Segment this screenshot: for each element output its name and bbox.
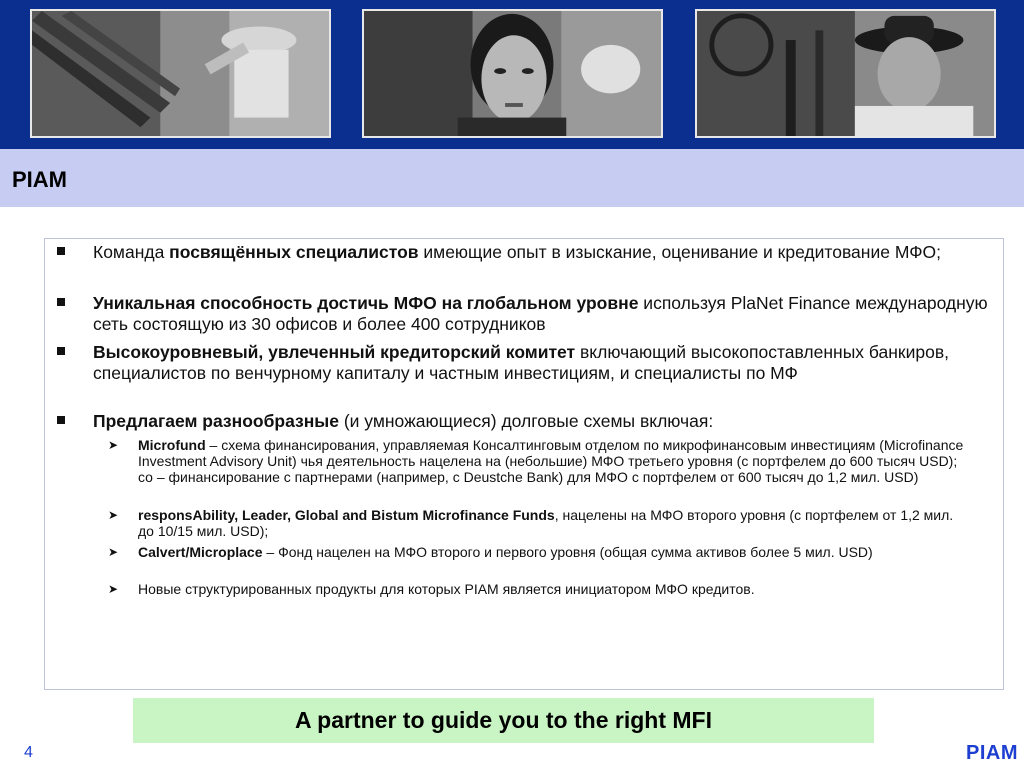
sub-bullet-item bbox=[138, 544, 968, 560]
slide-title: PIAM bbox=[12, 167, 67, 192]
bullet-text: (и умножающиеся) долговые схемы включая: bbox=[338, 411, 714, 431]
square-bullet-icon bbox=[57, 247, 65, 255]
photo-elderly-man bbox=[695, 9, 996, 138]
bullet-text: Команда bbox=[93, 242, 170, 262]
bullet-text-bold: Высокоуровневый, увлеченный кредиторский комитет bbox=[93, 342, 576, 362]
bullet-text-bold: посвящённых специалистов bbox=[169, 242, 419, 262]
photo-farmer bbox=[30, 9, 331, 138]
bullet-text: включающий высокопоставленных банкиров, специалистов по венчурному капиталу и частным инвестициям, и специалисты по МФ bbox=[93, 342, 949, 383]
sub-bullet-text: , нацелены на МФО второго уровня (с портфелем от 1,2 мил. до 10/15 мил. USD); bbox=[138, 507, 954, 539]
sub-bullet-text-bold: Calvert/Microplace bbox=[138, 544, 263, 560]
arrow-bullet-icon: ➤ bbox=[108, 438, 119, 452]
sub-bullet-item bbox=[138, 507, 968, 539]
photo-banner bbox=[0, 0, 1024, 149]
sub-bullet-item bbox=[138, 581, 968, 597]
photo-young-woman bbox=[362, 9, 663, 138]
arrow-bullet-icon: ➤ bbox=[108, 545, 119, 559]
bullet-text-bold: Уникальная способность достичь МФО на глобальном уровне bbox=[93, 293, 639, 313]
sub-bullet-text: Новые структурированных продукты для которых PIAM является инициатором МФО кредитов. bbox=[138, 581, 755, 597]
square-bullet-icon bbox=[57, 416, 65, 424]
square-bullet-icon bbox=[57, 347, 65, 355]
square-bullet-icon bbox=[57, 298, 65, 306]
tagline-box bbox=[133, 698, 874, 743]
tagline-text: A partner to guide you to the right MFI bbox=[295, 707, 712, 733]
page-number: 4 bbox=[24, 744, 33, 761]
title-bar bbox=[0, 149, 1024, 207]
sub-bullet-text: – Фонд нацелен на МФО второго и первого уровня (общая сумма активов более 5 мил. USD) bbox=[262, 544, 873, 560]
bullet-item bbox=[93, 242, 993, 263]
bullet-text-bold: Предлагаем разнообразные bbox=[93, 411, 339, 431]
bullet-item bbox=[93, 342, 993, 384]
piam-logo: PIAM bbox=[966, 742, 1018, 764]
bullet-text: используя PlaNet Finance международную сеть состоящую из 30 офисов и более 400 сотрудников bbox=[93, 293, 988, 334]
sub-bullet-item bbox=[138, 437, 968, 485]
arrow-bullet-icon: ➤ bbox=[108, 582, 119, 596]
sub-bullet-text-bold: responsAbility, Leader, Global and Bistum Microfinance Funds bbox=[138, 507, 555, 523]
bullet-text: имеющие опыт в изыскание, оценивание и кредитование МФО; bbox=[418, 242, 941, 262]
bullet-item bbox=[93, 293, 993, 335]
sub-bullet-text: – схема финансирования, управляемая Консалтинговым отделом по микрофинансовым инвестициям (Microfinance Investment Advisory Unit) чья деятельность нацелена на (небольшие) МФО третьего уровня (с портфелем до 600 тысяч USD); со – финансирование с партнерами (например, с Deustche Bank) для МФО с портфелем от 600 тысяч до 1,2 мил. USD) bbox=[138, 437, 964, 485]
sub-bullet-text-bold: Microfund bbox=[138, 437, 206, 453]
arrow-bullet-icon: ➤ bbox=[108, 508, 119, 522]
bullet-item bbox=[93, 411, 993, 432]
